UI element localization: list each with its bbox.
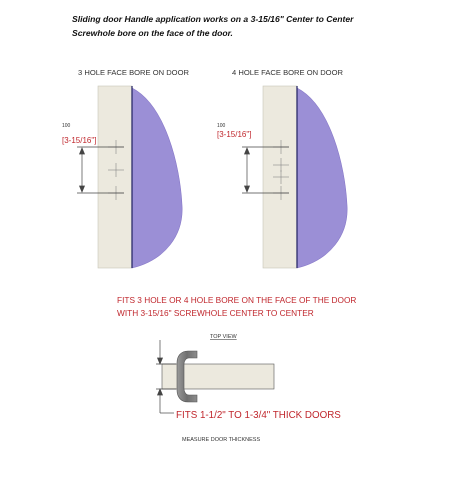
left-scale-label: 100 [62, 123, 71, 129]
top-view-label: TOP VIEW [210, 334, 237, 340]
header-line-1: Sliding door Handle application works on a 3-15/16" Center to Center [72, 14, 354, 24]
top-view-measure-label: MEASURE DOOR THICKNESS [182, 437, 261, 443]
right-handle-shape [297, 88, 347, 268]
right-door [263, 86, 347, 268]
fits-note-line-1: FITS 3 HOLE OR 4 HOLE BORE ON THE FACE OF THE DOOR [117, 295, 357, 305]
left-diagram-title: 3 HOLE FACE BORE ON DOOR [78, 68, 189, 77]
left-door [98, 86, 182, 268]
left-dimension-label: [3-15/16"] [62, 136, 97, 145]
right-scale-label: 100 [217, 123, 226, 129]
header-line-2: Screwhole bore on the face of the door. [72, 28, 233, 38]
left-handle-shape [132, 88, 182, 268]
right-diagram-title: 4 HOLE FACE BORE ON DOOR [232, 68, 343, 77]
left-door-panel [98, 86, 132, 268]
right-dimension-label: [3-15/16"] [217, 130, 252, 139]
fits-note-line-2: WITH 3-15/16" SCREWHOLE CENTER TO CENTER [117, 308, 314, 318]
top-view-thickness-label: FITS 1-1/2" TO 1-3/4" THICK DOORS [176, 410, 341, 421]
